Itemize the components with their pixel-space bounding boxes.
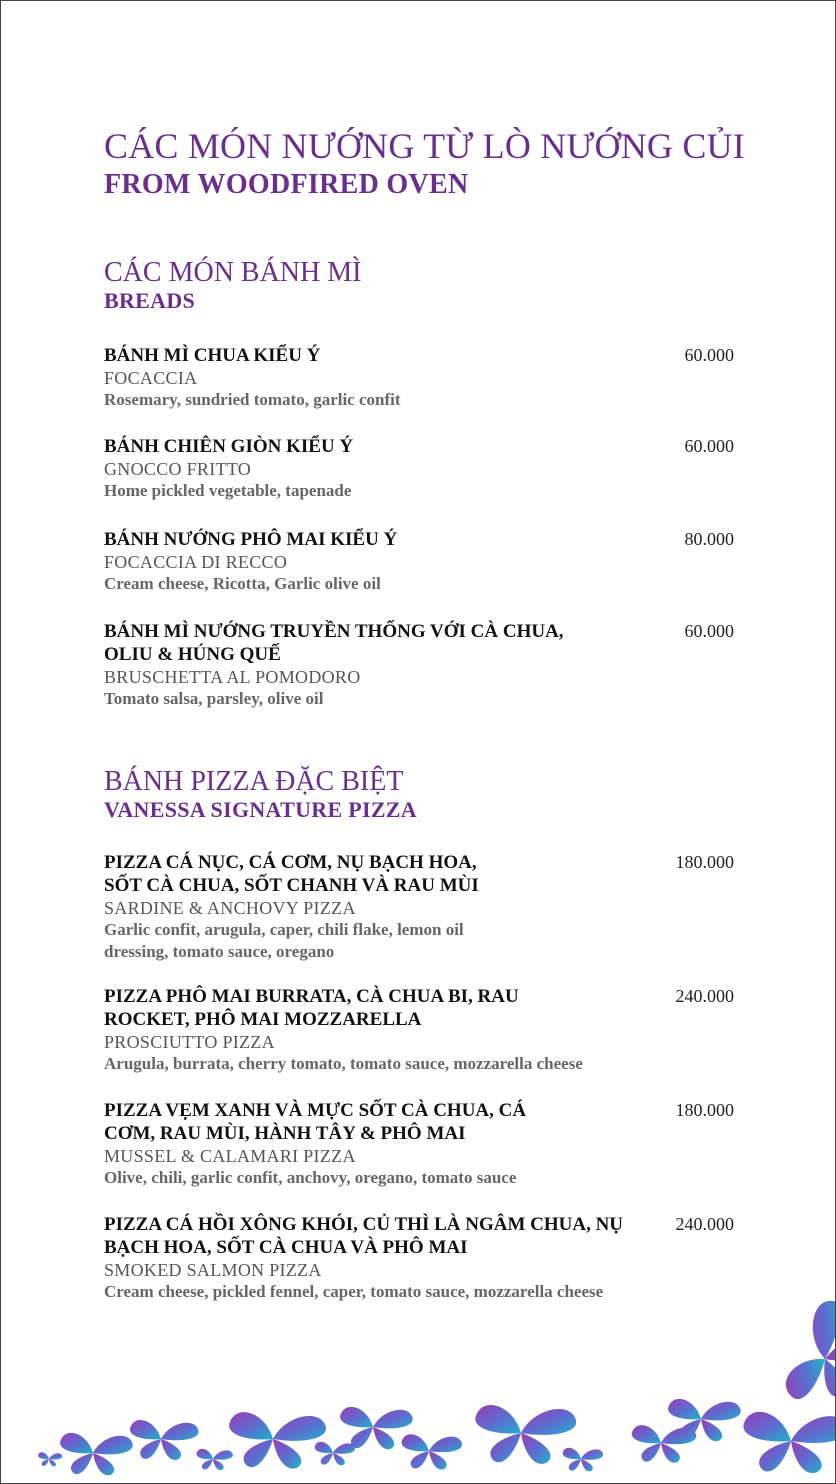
menu-item-focaccia-di-recco xyxy=(104,528,734,595)
item-name-vn: PIZZA CÁ NỤC, CÁ CƠM, NỤ BẠCH HOA, SỐT CÀ CHUA, SỐT CHANH VÀ RAU MÙI xyxy=(104,852,479,896)
item-description: Cream cheese, Ricotta, Garlic olive oil xyxy=(104,574,381,593)
item-name-en: PROSCIUTTO PIZZA xyxy=(104,1032,275,1052)
page-title-vn: CÁC MÓN NƯỚNG TỪ LÒ NƯỚNG CỦI xyxy=(104,126,745,166)
item-name-en: SARDINE & ANCHOVY PIZZA xyxy=(104,898,356,918)
item-name-en: SMOKED SALMON PIZZA xyxy=(104,1260,322,1280)
menu-item-mussel-calamari-pizza xyxy=(104,1099,734,1189)
item-price: 180.000 xyxy=(675,1100,734,1120)
menu-item-sardine-anchovy-pizza xyxy=(104,851,734,963)
item-name-vn: BÁNH NƯỚNG PHÔ MAI KIỂU Ý xyxy=(104,529,398,550)
item-name-vn: PIZZA PHÔ MAI BURRATA, CÀ CHUA BI, RAU ROCKET, PHÔ MAI MOZZARELLA xyxy=(104,986,519,1030)
item-description: Home pickled vegetable, tapenade xyxy=(104,481,352,500)
item-name-vn: PIZZA CÁ HỒI XÔNG KHÓI, CỦ THÌ LÀ NGÂM CHUA, NỤ BẠCH HOA, SỐT CÀ CHUA VÀ PHÔ MAI xyxy=(104,1214,624,1258)
item-price: 180.000 xyxy=(675,852,734,872)
menu-item-bruschetta xyxy=(104,620,734,710)
item-name-vn: BÁNH MÌ NƯỚNG TRUYỀN THỐNG VỚI CÀ CHUA, OLIU & HÚNG QUẾ xyxy=(104,621,564,665)
butterfly-decoration xyxy=(1,1301,835,1483)
item-price: 240.000 xyxy=(675,1214,734,1234)
butterfly-icon xyxy=(130,1420,199,1460)
item-name-vn: BÁNH MÌ CHUA KIỂU Ý xyxy=(104,345,321,366)
item-description: Rosemary, sundried tomato, garlic confit xyxy=(104,390,401,409)
section-title-en-pizza: VANESSA SIGNATURE PIZZA xyxy=(104,797,417,822)
butterfly-icon xyxy=(197,1449,233,1470)
menu-item-prosciutto-pizza xyxy=(104,985,734,1075)
item-name-en: GNOCCO FRITTO xyxy=(104,459,252,479)
item-description: Cream cheese, pickled fennel, caper, tomato sauce, mozzarella cheese xyxy=(104,1282,604,1301)
item-name-en: FOCACCIA xyxy=(104,368,198,388)
item-description: Arugula, burrata, cherry tomato, tomato sauce, mozzarella cheese xyxy=(104,1054,583,1073)
item-name-en: BRUSCHETTA AL POMODORO xyxy=(104,667,361,687)
item-price: 60.000 xyxy=(684,345,734,365)
menu-item-smoked-salmon-pizza xyxy=(104,1213,734,1303)
item-price: 60.000 xyxy=(684,621,734,641)
butterfly-icon xyxy=(475,1405,576,1464)
item-name-en: MUSSEL & CALAMARI PIZZA xyxy=(104,1146,356,1166)
butterfly-icon xyxy=(402,1434,463,1469)
item-name-vn: PIZZA VẸM XANH VÀ MỰC SỐT CÀ CHUA, CÁ CƠM, RAU MÙI, HÀNH TÂY & PHÔ MAI xyxy=(104,1100,527,1144)
item-description: Garlic confit, arugula, caper, chili flake, lemon oil dressing, tomato sauce, oregano xyxy=(104,920,464,961)
menu-item-gnocco-fritto xyxy=(104,435,734,502)
section-title-vn-breads: CÁC MÓN BÁNH MÌ xyxy=(104,257,362,288)
item-description: Tomato salsa, parsley, olive oil xyxy=(104,689,324,708)
item-name-en: FOCACCIA DI RECCO xyxy=(104,552,288,572)
item-price: 80.000 xyxy=(684,529,734,549)
menu-item-focaccia xyxy=(104,344,734,411)
item-price: 60.000 xyxy=(684,436,734,456)
butterfly-icon xyxy=(229,1412,326,1469)
butterfly-icon xyxy=(781,1301,835,1415)
butterfly-icon xyxy=(38,1452,62,1466)
butterfly-icon xyxy=(743,1412,835,1473)
item-name-vn: BÁNH CHIÊN GIÒN KIỂU Ý xyxy=(104,436,354,457)
item-price: 240.000 xyxy=(675,986,734,1006)
section-title-en-breads: BREADS xyxy=(104,288,196,313)
item-description: Olive, chili, garlic confit, anchovy, oregano, tomato sauce xyxy=(104,1168,517,1187)
butterfly-icon xyxy=(563,1448,603,1472)
page-title-en: FROM WOODFIRED OVEN xyxy=(104,169,469,200)
section-title-vn-pizza: BÁNH PIZZA ĐẶC BIỆT xyxy=(104,766,404,797)
butterfly-icon xyxy=(60,1433,133,1475)
butterfly-icon xyxy=(315,1442,355,1466)
